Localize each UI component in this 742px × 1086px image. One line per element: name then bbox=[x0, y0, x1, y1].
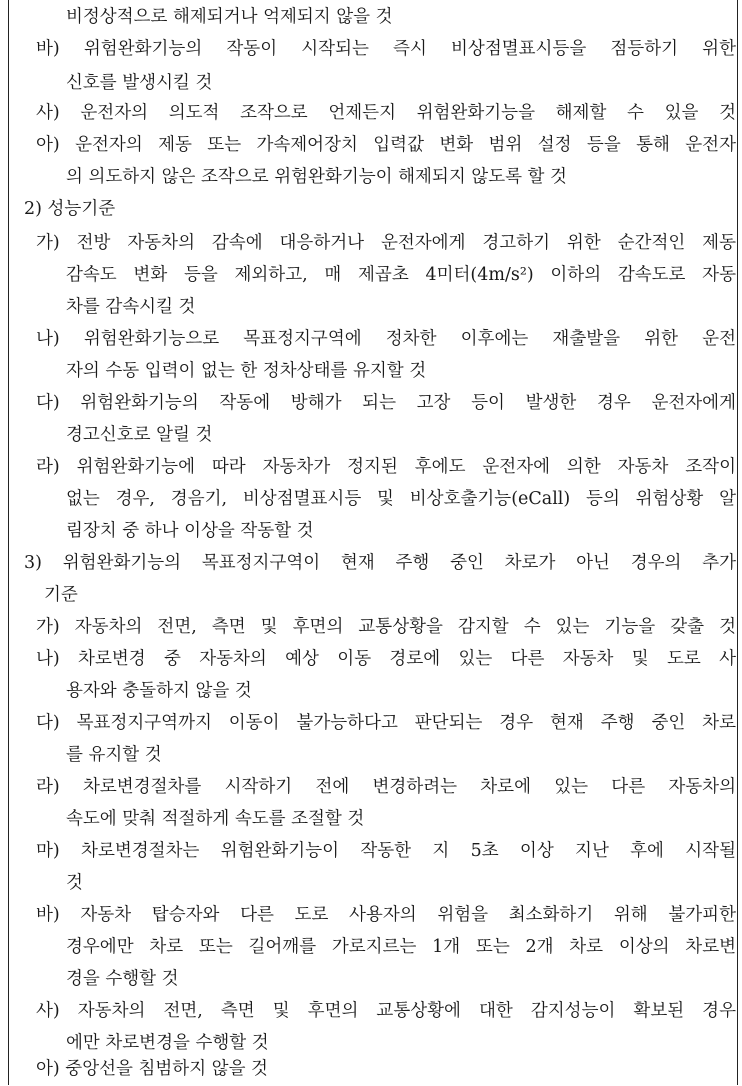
text-line: 아) 중앙선을 침범하지 않을 것 bbox=[36, 1059, 268, 1079]
text-line: 사) 운전자의 의도적 조작으로 언제든지 위험완화기능을 해제할 수 있을 것 bbox=[36, 103, 736, 123]
section-heading: 2) 성능기준 bbox=[24, 199, 116, 219]
text-line: 마) 차로변경절차는 위험완화기능이 작동한 지 5초 이상 지난 후에 시작될 bbox=[36, 841, 736, 861]
text-line: 차를 감속시킬 것 bbox=[66, 297, 196, 317]
text-line: 것 bbox=[66, 873, 83, 893]
text-line: 다) 목표정지구역까지 이동이 불가능하다고 판단되는 경우 현재 주행 중인 차로 bbox=[36, 713, 736, 733]
text-line: 경우에만 차로 또는 길어깨를 가로지르는 1개 또는 2개 차로 이상의 차로변 bbox=[66, 937, 736, 957]
text-line: 자의 수동 입력이 없는 한 정차상태를 유지할 것 bbox=[66, 361, 427, 381]
text-line: 용자와 충돌하지 않을 것 bbox=[66, 681, 252, 701]
text-line: 에만 차로변경을 수행할 것 bbox=[66, 1033, 269, 1053]
text-line: 다) 위험완화기능의 작동에 방해가 되는 고장 등이 발생한 경우 운전자에게 bbox=[36, 393, 736, 413]
text-line: 의 의도하지 않은 조작으로 위험완화기능이 해제되지 않도록 할 것 bbox=[66, 167, 567, 187]
text-line: 나) 위험완화기능으로 목표정지구역에 정차한 이후에는 재출발을 위한 운전 bbox=[36, 329, 736, 349]
text-line: 신호를 발생시킬 것 bbox=[66, 73, 213, 93]
text-line: 가) 전방 자동차의 감속에 대응하거나 운전자에게 경고하기 위한 순간적인 제동 bbox=[36, 233, 736, 253]
text-line: 경고신호로 알릴 것 bbox=[66, 425, 213, 445]
section-heading: 기준 bbox=[44, 585, 78, 605]
text-line: 사) 자동차의 전면, 측면 및 후면의 교통상황에 대한 감지성능이 확보된 경우 bbox=[36, 1001, 736, 1021]
text-line: 없는 경우, 경음기, 비상점멸표시등 및 비상호출기능(eCall) 등의 위험상황 알 bbox=[66, 489, 736, 509]
text-line: 라) 차로변경절차를 시작하기 전에 변경하려는 차로에 있는 다른 자동차의 bbox=[36, 777, 736, 797]
text-line: 아) 운전자의 제동 또는 가속제어장치 입력값 변화 범위 설정 등을 통해 운전자 bbox=[36, 135, 736, 155]
text-line: 가) 자동차의 전면, 측면 및 후면의 교통상황을 감지할 수 있는 기능을 갖출 것 bbox=[36, 617, 736, 637]
text-line: 나) 차로변경 중 자동차의 예상 이동 경로에 있는 다른 자동차 및 도로 사 bbox=[36, 649, 736, 669]
text-line: 비정상적으로 해제되거나 억제되지 않을 것 bbox=[66, 7, 393, 27]
text-line: 바) 위험완화기능의 작동이 시작되는 즉시 비상점멸표시등을 점등하기 위한 bbox=[36, 39, 736, 59]
text-line: 림장치 중 하나 이상을 작동할 것 bbox=[66, 521, 314, 541]
section-heading: 3) 위험완화기능의 목표정지구역이 현재 주행 중인 차로가 아닌 경우의 추가 bbox=[24, 553, 736, 573]
text-line: 를 유지할 것 bbox=[66, 745, 162, 765]
text-line: 경을 수행할 것 bbox=[66, 969, 179, 989]
text-line: 라) 위험완화기능에 따라 자동차가 정지된 후에도 운전자에 의한 자동차 조작이 bbox=[36, 457, 736, 477]
text-line: 바) 자동차 탑승자와 다른 도로 사용자의 위험을 최소화하기 위해 불가피한 bbox=[36, 905, 736, 925]
text-line: 속도에 맞춰 적절하게 속도를 조절할 것 bbox=[66, 809, 365, 829]
text-line: 감속도 변화 등을 제외하고, 매 제곱초 4미터(4m/s²) 이하의 감속도로 자동 bbox=[66, 265, 736, 285]
